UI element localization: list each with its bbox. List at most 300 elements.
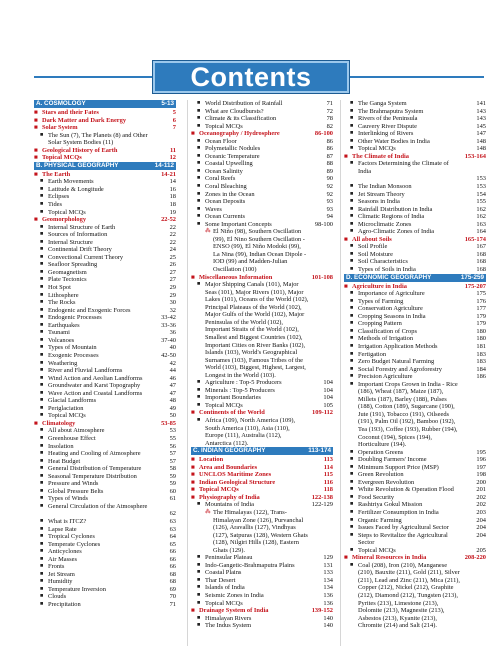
entry-title: Operation Greens <box>358 448 404 456</box>
bullet-icon: ■ <box>197 561 201 568</box>
contents-column-1 <box>34 100 176 646</box>
section-title: C. INDIAN GEOGRAPHY <box>193 447 266 455</box>
entry-page: 16 <box>169 185 176 193</box>
topic-entry[interactable] <box>344 554 486 562</box>
entry-title: All about Soils <box>352 235 392 243</box>
subtopic-entry[interactable] <box>344 130 486 138</box>
subtopic-entry[interactable] <box>191 577 333 585</box>
subtopic-entry[interactable] <box>191 138 333 146</box>
entry-page: 204 <box>476 524 486 532</box>
entry-title: Global Pressure Belts <box>48 487 104 495</box>
subtopic-entry[interactable] <box>191 394 333 402</box>
entry-title: Internal Structure of Earth <box>48 223 116 231</box>
subtopic-entry[interactable] <box>191 153 333 161</box>
topic-entry[interactable] <box>191 486 333 494</box>
subtopic-entry[interactable] <box>344 305 486 313</box>
subtopic-entry[interactable] <box>344 108 486 116</box>
subtopic-entry[interactable] <box>344 366 486 374</box>
bullet-icon: ■ <box>40 321 44 328</box>
subtopic-entry[interactable] <box>191 108 333 116</box>
section-title: B. PHYSICAL GEOGRAPHY <box>36 161 119 169</box>
subtopic-entry[interactable] <box>34 427 176 435</box>
bullet-icon: ■ <box>350 501 354 508</box>
entry-page: 24 <box>169 246 176 254</box>
entry-title: Endogenic and Exogenic Forces <box>48 306 131 314</box>
subtopic-entry[interactable] <box>344 160 486 175</box>
entry-page: 136 <box>323 592 333 599</box>
subtopic-entry[interactable] <box>34 586 176 594</box>
entry-page: 57 <box>169 450 176 458</box>
bullet-icon: ■ <box>40 465 44 472</box>
subtopic-entry[interactable] <box>34 397 176 405</box>
subtopic-entry[interactable] <box>191 615 333 623</box>
entry-title: Evergreen Revolution <box>358 478 415 486</box>
entry-page: 49 <box>169 404 176 412</box>
bullet-icon: ■ <box>40 246 44 253</box>
entry-title: Geomorphology <box>42 216 87 224</box>
subtopic-entry[interactable] <box>344 145 486 153</box>
bullet-icon: ■ <box>197 122 201 129</box>
subtopic-entry[interactable] <box>34 231 176 239</box>
entry-page: 86-100 <box>314 130 333 138</box>
entry-title: Lapse Rate <box>48 525 77 533</box>
subtopic-entry[interactable] <box>34 435 176 443</box>
topic-entry[interactable] <box>34 216 176 224</box>
subtopic-entry[interactable] <box>344 343 486 351</box>
bullet-icon: ■ <box>197 501 201 508</box>
entry-page: 66 <box>169 555 176 563</box>
subtopic-entry[interactable] <box>34 269 176 277</box>
sub-bullet-icon: ⁂ <box>205 508 211 515</box>
bullet-icon: ■ <box>197 416 201 423</box>
entry-title: Heating and Cooling of Atmosphere <box>48 450 141 458</box>
entry-title: Endogenic Processes <box>48 314 102 322</box>
subtopic-entry[interactable] <box>34 382 176 390</box>
bullet-icon: ■ <box>197 160 201 167</box>
subtopic-entry[interactable] <box>191 379 333 387</box>
bullet-icon: ■ <box>40 434 44 441</box>
subtopic-entry[interactable] <box>34 578 176 586</box>
subtopic-entry[interactable] <box>34 261 176 269</box>
subtopic-entry[interactable] <box>34 329 176 337</box>
subtopic-entry[interactable] <box>34 405 176 413</box>
subtopic-entry[interactable] <box>344 198 486 206</box>
topic-entry[interactable] <box>191 464 333 472</box>
topic-entry[interactable] <box>344 236 486 244</box>
entry-title: Types of Soils in India <box>358 266 416 274</box>
bullet-icon: ■ <box>40 404 44 411</box>
subtopic-entry[interactable] <box>34 458 176 466</box>
topic-entry[interactable] <box>34 124 176 132</box>
subtopic-entry[interactable] <box>34 548 176 556</box>
entry-page: 14-21 <box>161 170 176 178</box>
subtopic-entry[interactable] <box>191 100 333 108</box>
subtopic-entry[interactable] <box>344 524 486 532</box>
entry-page: 140 <box>323 622 333 630</box>
subtopic-entry[interactable] <box>34 465 176 473</box>
subtopic-entry[interactable] <box>34 601 176 609</box>
subtopic-entry[interactable] <box>191 622 333 630</box>
subtopic-entry[interactable] <box>34 473 176 481</box>
subtopic-entry[interactable] <box>191 417 333 447</box>
entry-title: Internal Structure <box>48 238 93 246</box>
subtopic-entry[interactable] <box>344 562 486 630</box>
entry-title: Classification of Crops <box>358 327 417 335</box>
bullet-icon: ■ <box>197 592 201 598</box>
entry-title: Stars and their Fates <box>42 109 99 116</box>
topic-entry[interactable] <box>191 456 333 464</box>
subtopic-entry[interactable] <box>34 186 176 194</box>
subtopic-entry[interactable] <box>344 221 486 229</box>
subtopic-entry[interactable] <box>344 381 486 449</box>
entry-title: Rainfall Distribution in India <box>358 205 433 213</box>
subtopic-entry[interactable] <box>34 322 176 330</box>
subtopic-entry[interactable] <box>344 206 486 214</box>
subtopic-entry[interactable] <box>344 243 486 251</box>
topic-entry[interactable] <box>34 117 176 125</box>
bullet-icon: ■ <box>350 122 354 129</box>
subtopic-entry[interactable] <box>344 464 486 472</box>
subtopic-entry[interactable] <box>344 501 486 509</box>
subtopic-entry[interactable] <box>344 449 486 457</box>
subtopic-entry[interactable] <box>34 201 176 209</box>
entry-page: 175 <box>476 290 486 298</box>
subtopic-entry[interactable] <box>344 471 486 479</box>
subtopic-entry[interactable] <box>34 224 176 232</box>
entry-page: 181 <box>476 342 486 350</box>
subtopic-entry[interactable] <box>34 495 176 503</box>
entry-page: 153 <box>476 183 486 191</box>
subtopic-entry[interactable] <box>191 123 333 131</box>
section-heading[interactable] <box>191 447 333 455</box>
subtopic-entry[interactable] <box>344 266 486 274</box>
topic-entry[interactable] <box>191 494 333 502</box>
subtopic-entry[interactable] <box>344 351 486 359</box>
subtopic-entry[interactable] <box>34 344 176 352</box>
subtopic-entry[interactable] <box>344 547 486 555</box>
subtopic-entry[interactable] <box>34 556 176 564</box>
entry-title: All about Atmosphere <box>48 427 105 435</box>
subtopic-entry[interactable] <box>344 123 486 131</box>
subtopic-entry[interactable] <box>34 571 176 579</box>
bullet-icon: ■ <box>197 167 201 174</box>
subtopic-entry[interactable] <box>34 132 176 147</box>
entry-page: 44 <box>169 367 176 375</box>
entry-page: 11 <box>169 146 176 154</box>
subtopic-entry[interactable] <box>34 276 176 284</box>
bullet-icon: ■ <box>40 231 44 238</box>
entry-page: 104 <box>323 379 333 387</box>
subtopic-entry[interactable] <box>34 254 176 262</box>
subtopic-entry[interactable] <box>344 517 486 525</box>
subtopic-entry[interactable] <box>344 251 486 259</box>
subtopic-entry[interactable] <box>34 352 176 360</box>
bullet-icon: ■ <box>350 365 354 372</box>
subtopic-entry[interactable] <box>34 299 176 307</box>
section-heading[interactable] <box>34 162 176 170</box>
entry-title: Geomagnetism <box>48 268 87 276</box>
entry-title: Coastal Upwelling <box>205 160 253 168</box>
entry-page: 7 <box>172 124 176 132</box>
subtopic-entry[interactable] <box>34 443 176 451</box>
section-heading[interactable] <box>344 274 486 282</box>
bullet-icon: ■ <box>350 373 354 380</box>
subtopic-entry[interactable] <box>191 554 333 562</box>
entry-page: 59 <box>169 480 176 488</box>
bullet-icon: ■ <box>197 145 201 152</box>
subtopic-entry[interactable] <box>191 198 333 206</box>
entry-title: Convectional Current Theory <box>48 253 124 261</box>
entry-page: 46 <box>169 374 176 382</box>
bullet-icon: ■ <box>350 327 354 334</box>
subtopic-entry[interactable] <box>344 191 486 199</box>
subtopic-entry[interactable] <box>344 183 486 191</box>
topic-entry[interactable] <box>34 109 176 117</box>
entry-page: 145 <box>476 122 486 130</box>
subtopic-entry[interactable] <box>34 510 176 518</box>
subtopic-entry[interactable] <box>344 335 486 343</box>
subtopic-entry[interactable] <box>191 115 333 123</box>
entry-page: 167 <box>476 243 486 251</box>
subtopic-entry[interactable] <box>34 593 176 601</box>
subtopic-entry[interactable] <box>34 518 176 526</box>
bullet-icon: ■ <box>40 253 44 260</box>
subtopic-entry[interactable] <box>344 313 486 321</box>
subtopic-entry[interactable] <box>191 600 333 608</box>
subtopic-entry[interactable] <box>191 501 333 509</box>
bullet-icon: ■ <box>197 379 201 386</box>
subtopic-entry[interactable] <box>344 115 486 123</box>
subtopic-entry[interactable] <box>344 228 486 236</box>
topic-entry[interactable] <box>344 283 486 291</box>
entry-page: 98-100 <box>314 220 333 228</box>
bullet-icon: ■ <box>40 299 44 306</box>
entry-page: 165-174 <box>464 235 486 243</box>
subtopic-entry[interactable] <box>34 246 176 254</box>
entry-page: 186 <box>476 373 486 381</box>
bullet-icon: ■ <box>197 175 201 182</box>
subtopic-entry[interactable] <box>34 375 176 383</box>
bullet-icon: ■ <box>344 235 348 243</box>
section-heading[interactable] <box>34 100 176 108</box>
topic-entry[interactable] <box>344 153 486 161</box>
subtopic-entry[interactable] <box>34 480 176 488</box>
bullet-icon: ■ <box>191 273 195 281</box>
entry-title: White Revolution & Operation Flood <box>358 486 454 494</box>
subtopic-entry[interactable] <box>191 191 333 199</box>
sub-bullet-icon: ⁂ <box>205 228 211 235</box>
topic-entry[interactable] <box>191 607 333 615</box>
entry-title: What are Cloudbursts? <box>205 107 264 115</box>
entry-title: The Earth <box>42 170 71 178</box>
subtopic-entry[interactable] <box>34 526 176 534</box>
entry-title: Coral Reefs <box>205 175 236 183</box>
subtopic-entry[interactable] <box>191 168 333 176</box>
entry-page: 22 <box>169 238 176 246</box>
entry-page: 29 <box>169 284 176 292</box>
entry-page: 42-50 <box>161 351 176 359</box>
entry-title: Coral Bleaching <box>205 183 247 191</box>
subtopic-entry[interactable] <box>344 509 486 517</box>
bullet-icon: ■ <box>197 115 201 122</box>
entry-title: Anticyclones <box>48 548 82 556</box>
subtopic-entry[interactable] <box>34 360 176 368</box>
subtopic-entry[interactable] <box>191 592 333 600</box>
subtopic-entry[interactable] <box>34 239 176 247</box>
entry-title: Precision Agriculture <box>358 373 413 381</box>
subtopic-entry[interactable] <box>34 488 176 496</box>
subtopic-entry[interactable] <box>191 584 333 592</box>
subtopic-entry[interactable] <box>191 387 333 395</box>
topic-entry[interactable] <box>34 154 176 162</box>
subtopic-entry[interactable] <box>34 314 176 322</box>
topic-entry[interactable] <box>191 479 333 487</box>
bullet-icon: ■ <box>350 145 354 152</box>
subtopic-entry[interactable] <box>34 337 176 345</box>
entry-page: 94 <box>326 213 333 221</box>
entry-title: Mineral Resources in India <box>352 554 427 562</box>
subtopic-entry[interactable] <box>34 503 176 511</box>
subtopic-entry[interactable] <box>344 532 486 547</box>
bullet-icon: ■ <box>40 344 44 351</box>
bullet-icon: ■ <box>350 471 354 478</box>
page-title: Contents <box>190 62 312 92</box>
subtopic-entry[interactable] <box>34 563 176 571</box>
entry-title: Topical MCQs <box>199 486 239 494</box>
bullet-icon: ■ <box>40 540 44 547</box>
subtopic-entry[interactable] <box>191 160 333 168</box>
subtopic-entry[interactable] <box>34 533 176 541</box>
subtopic-entry[interactable] <box>34 541 176 549</box>
entry-page: 175-207 <box>464 282 486 290</box>
entry-title: Some Important Concepts <box>205 220 272 228</box>
topic-entry[interactable] <box>34 171 176 179</box>
entry-page: 87 <box>326 152 333 160</box>
bullet-icon: ■ <box>191 456 195 464</box>
subtopic-entry[interactable] <box>191 145 333 153</box>
entry-title: Groundwater and Karst Topography <box>48 382 141 390</box>
bullet-icon: ■ <box>350 198 354 205</box>
entry-title: Coal (208), Iron (210), Manganese (210), Bauxite (211), Gold (211), Silver (211), Lead and Zinc (211), Mica (211), Copper (212), Nickel (212), Graphite (212), Diamond (212), Tungsten (213), Pyrites (213), Limestone (213), Dolomite (213), Magnesite (213), Asbestos (213), Kyanite (213), Chromite (214) and Salt (214). <box>358 561 461 630</box>
subtopic-entry[interactable] <box>34 292 176 300</box>
subtopic-entry[interactable] <box>34 178 176 186</box>
bullet-icon: ■ <box>350 448 354 455</box>
subtopic-entry[interactable] <box>191 402 333 410</box>
bullet-icon: ■ <box>350 478 354 485</box>
topic-entry[interactable] <box>34 147 176 155</box>
entry-title: The Rocks <box>48 299 76 307</box>
subtopic-entry[interactable] <box>34 193 176 201</box>
bullet-icon: ■ <box>191 478 195 486</box>
entry-page: 153-164 <box>464 152 486 160</box>
subtopic-entry[interactable] <box>344 258 486 266</box>
bullet-icon: ■ <box>197 576 201 583</box>
subtopic-entry[interactable] <box>344 373 486 381</box>
subtopic-entry[interactable] <box>344 328 486 336</box>
bullet-icon: ■ <box>197 190 201 197</box>
bullet-icon: ■ <box>350 493 354 500</box>
bullet-icon: ■ <box>350 524 354 531</box>
entry-page: 104 <box>323 394 333 402</box>
subtopic-entry[interactable] <box>34 367 176 375</box>
subtopic-entry[interactable] <box>344 138 486 146</box>
subtopic-entry[interactable] <box>191 562 333 570</box>
bullet-icon: ■ <box>40 555 44 562</box>
section-pages: 14-112 <box>154 161 174 169</box>
subtopic-entry[interactable] <box>344 486 486 494</box>
bullet-icon: ■ <box>350 130 354 137</box>
entry-page: 47 <box>169 382 176 390</box>
entry-title: Periglaciation <box>48 404 84 412</box>
subtopic-entry[interactable] <box>344 175 486 183</box>
subtopic-entry[interactable] <box>34 390 176 398</box>
subtopic-entry[interactable] <box>34 450 176 458</box>
subtopic-entry[interactable] <box>191 281 333 379</box>
topic-entry[interactable] <box>191 409 333 417</box>
topic-entry[interactable] <box>191 130 333 138</box>
entry-page: 179 <box>476 320 486 328</box>
entry-page: 201 <box>476 486 486 494</box>
bullet-icon: ■ <box>40 563 44 570</box>
entry-page: 63 <box>169 525 176 533</box>
bullet-icon: ■ <box>350 228 354 235</box>
subtopic-entry[interactable] <box>34 284 176 292</box>
bullet-icon: ■ <box>197 220 201 227</box>
subtopic-entry[interactable] <box>344 290 486 298</box>
entry-title: Plate Tectonics <box>48 276 87 284</box>
entry-title: Area and Boundaries <box>199 463 258 471</box>
subtopic-entry[interactable] <box>191 221 333 229</box>
subtopic-entry[interactable] <box>191 183 333 191</box>
topic-entry[interactable] <box>191 471 333 479</box>
entry-title: Important Crops Grown in India - Rice (186), Wheat (187), Maize (187), Millets (187), Barley (188), Pulses (188), Cotton (189), Sugarcane (190), Jute (191), Tobacco (191), Oilseeds (191), Palm Oil (192), Bamboo (192), Tea (193), Coffee (193), Rubber (194), Coconut (194), Spices (194), Horticulture (194). <box>358 380 458 449</box>
subtopic-entry[interactable] <box>191 509 333 554</box>
entry-title: Topical MCQs <box>205 401 243 409</box>
bullet-icon: ■ <box>350 561 354 568</box>
bullet-icon: ■ <box>40 261 44 268</box>
bullet-icon: ■ <box>197 554 201 561</box>
entry-page: 53-85 <box>161 419 176 427</box>
subtopic-entry[interactable] <box>191 206 333 214</box>
topic-entry[interactable] <box>34 420 176 428</box>
subtopic-entry[interactable] <box>344 494 486 502</box>
bullet-icon: ■ <box>350 312 354 319</box>
subtopic-entry[interactable] <box>191 569 333 577</box>
entry-title: Heat Budget <box>48 457 81 465</box>
entry-page: 101-108 <box>311 273 333 281</box>
subtopic-entry[interactable] <box>34 307 176 315</box>
entry-page: 148 <box>476 137 486 145</box>
subtopic-entry[interactable] <box>191 213 333 221</box>
subtopic-entry[interactable] <box>344 320 486 328</box>
subtopic-entry[interactable] <box>191 228 333 273</box>
entry-title: Jet Stream <box>48 570 75 578</box>
topic-entry[interactable] <box>191 274 333 282</box>
subtopic-entry[interactable] <box>34 412 176 420</box>
entry-title: Interlinking of Rivers <box>358 130 414 138</box>
subtopic-entry[interactable] <box>344 213 486 221</box>
entry-page: 162 <box>476 205 486 213</box>
subtopic-entry[interactable] <box>191 175 333 183</box>
subtopic-entry[interactable] <box>344 479 486 487</box>
subtopic-entry[interactable] <box>344 358 486 366</box>
subtopic-entry[interactable] <box>34 209 176 217</box>
subtopic-entry[interactable] <box>344 298 486 306</box>
entry-title: Zones in the Ocean <box>205 190 255 198</box>
subtopic-entry[interactable] <box>344 100 486 108</box>
bullet-icon: ■ <box>34 170 38 178</box>
subtopic-entry[interactable] <box>344 456 486 464</box>
